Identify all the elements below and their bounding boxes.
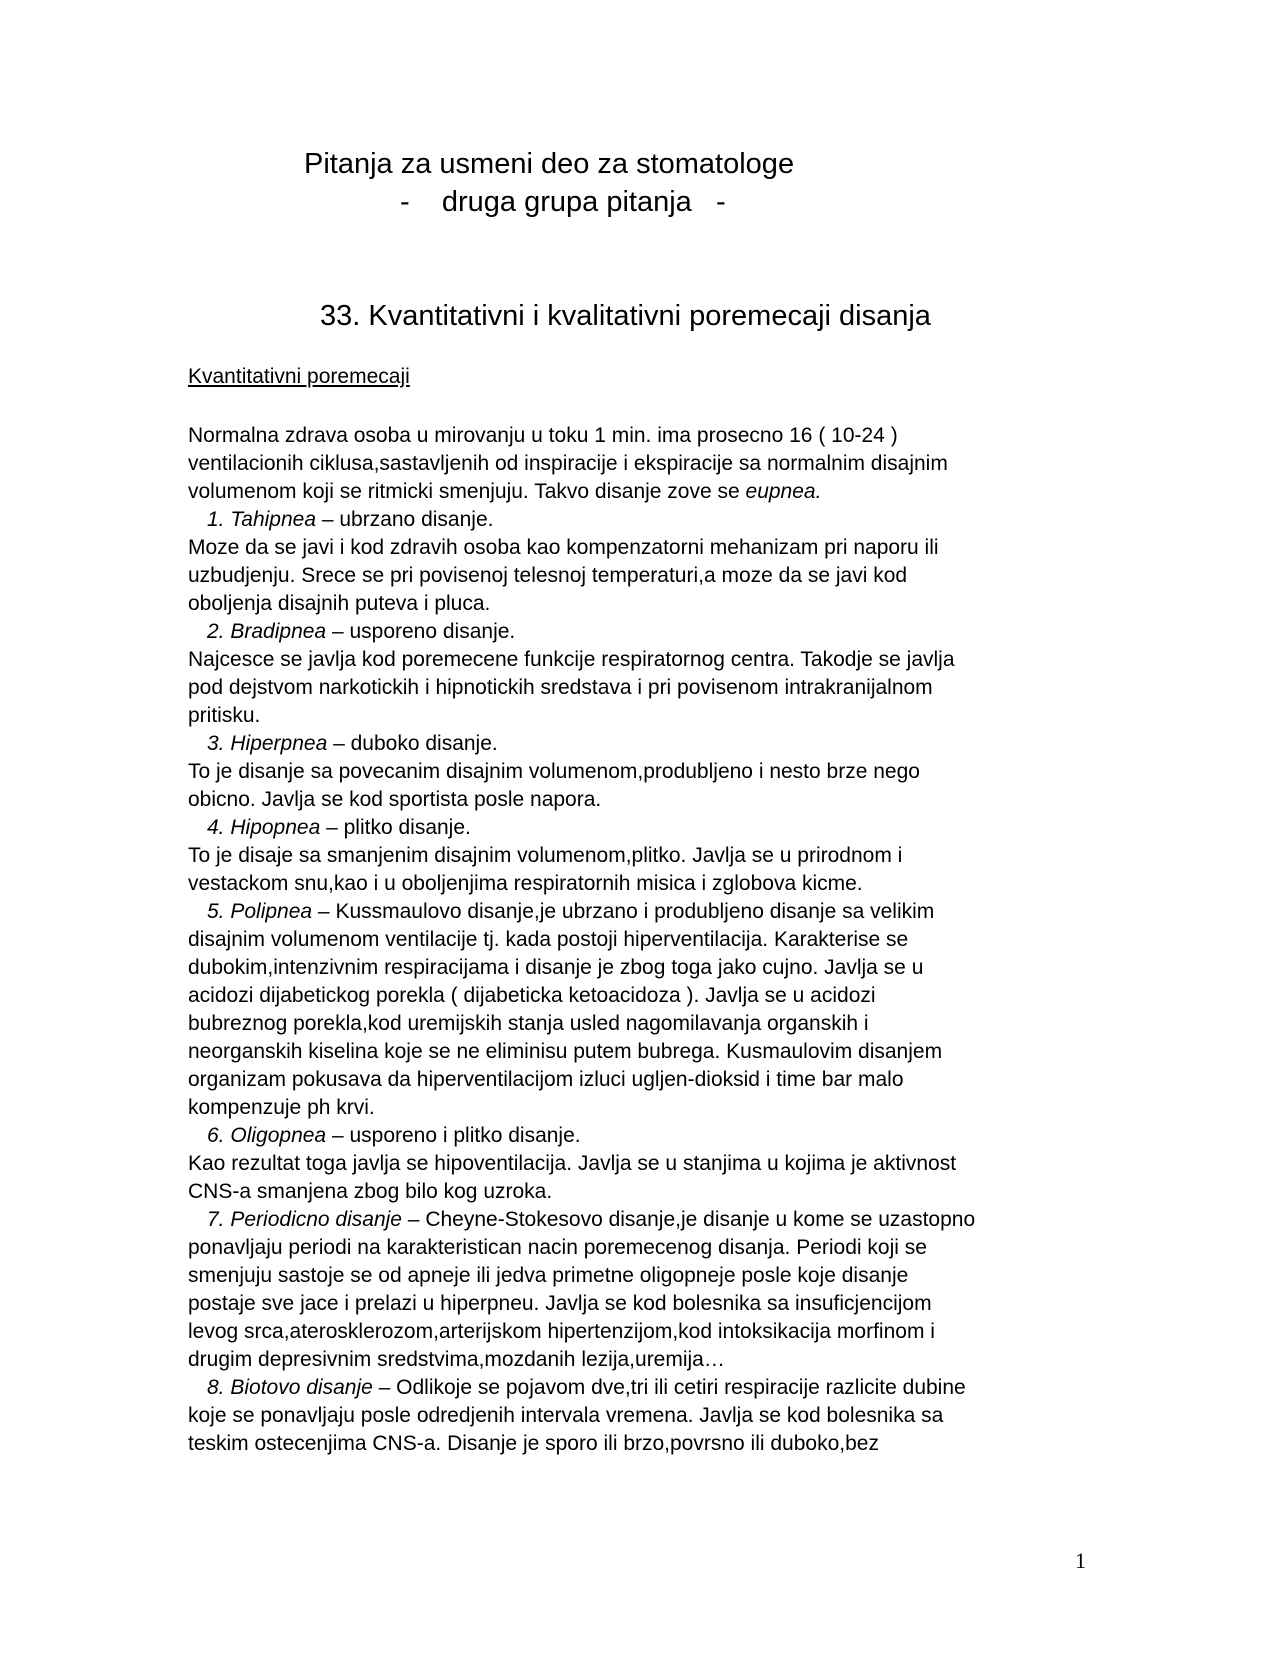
list-item-text-line: postaje sve jace i prelazi u hiperpneu. Javlja se kod bolesnika sa insuficjencijom xyxy=(188,1292,932,1315)
list-item-number: 4. xyxy=(207,816,225,839)
list-item-number: 2. xyxy=(207,620,225,643)
list-item-definition: – duboko disanje. xyxy=(327,732,498,755)
list-item-heading xyxy=(188,1122,1088,1150)
intro-line: ventilacionih ciklusa,sastavljenih od inspiracije i ekspiracije sa normalnim disajnim xyxy=(188,452,948,475)
list-item-text-line: To je disaje sa smanjenim disajnim volumenom,plitko. Javlja se u prirodnom i xyxy=(188,844,903,867)
list-item-term: Hiperpnea xyxy=(230,732,328,755)
page-title: Pitanja za usmeni deo za stomatologe xyxy=(304,148,795,180)
list-item-heading xyxy=(188,814,1088,842)
list-item-definition: – Kussmaulovo disanje,je ubrzano i produbljeno disanje sa velikim xyxy=(312,900,935,923)
list-item-term: Bradipnea xyxy=(230,620,327,643)
list-item-definition: – Cheyne-Stokesovo disanje,je disanje u kome se uzastopno xyxy=(401,1208,976,1231)
list-item-text-line: dubokim,intenzivnim respiracijama i disanje je zbog toga jako cujno. Javlja se u xyxy=(188,956,924,979)
section-title: 33. Kvantitativni i kvalitativni poremecaji disanja xyxy=(320,300,931,332)
page-number: 1 xyxy=(1075,1548,1086,1573)
list-item-text-line: Moze da se javi i kod zdravih osoba kao kompenzatorni mehanizam pri naporu ili xyxy=(188,536,939,559)
intro-text: volumenom koji se ritmicki smenjuju. Takvo disanje zove se xyxy=(188,480,746,503)
list-item-text-line: vestackom snu,kao i u oboljenjima respiratornih misica i zglobova kicme. xyxy=(188,872,863,895)
list-item-heading xyxy=(188,898,1088,926)
list-item-text-line: pritisku. xyxy=(188,704,261,727)
intro-line xyxy=(188,478,1088,506)
list-item-text-line: bubreznog porekla,kod uremijskih stanja usled nagomilavanja organskih i xyxy=(188,1012,869,1035)
list-item-term: Oligopnea xyxy=(230,1124,327,1147)
list-item-text-line: smenjuju sastoje se od apneje ili jedva primetne oligopneje posle koje disanje xyxy=(188,1264,909,1287)
list-item-text-line: teskim ostecenjima CNS-a. Disanje je sporo ili brzo,povrsno ili duboko,bez xyxy=(188,1432,879,1455)
list-item-text-line: Najcesce se javlja kod poremecene funkcije respiratornog centra. Takodje se javlja xyxy=(188,648,955,671)
intro-line: Normalna zdrava osoba u mirovanju u toku 1 min. ima prosecno 16 ( 10-24 ) xyxy=(188,424,898,447)
list-item-term: Polipnea xyxy=(230,900,313,923)
list-item-text-line: CNS-a smanjena zbog bilo kog uzroka. xyxy=(188,1180,553,1203)
breathing-disorders-list xyxy=(188,506,1088,1458)
list-item-text-line: neorganskih kiselina koje se ne eliminisu putem bubrega. Kusmaulovim disanjem xyxy=(188,1040,943,1063)
list-item-definition: – usporeno disanje. xyxy=(326,620,516,643)
list-item-number: 3. xyxy=(207,732,225,755)
list-item-definition: – Odlikoje se pojavom dve,tri ili cetiri respiracije razlicite dubine xyxy=(372,1376,966,1399)
list-item-heading xyxy=(188,730,1088,758)
list-item-number: 5. xyxy=(207,900,225,923)
list-item-text-line: drugim depresivnim sredstvima,mozdanih lezija,uremija… xyxy=(188,1348,725,1371)
page-subtitle: - druga grupa pitanja - xyxy=(400,186,726,218)
list-item-text-line: acidozi dijabetickog porekla ( dijabeticka ketoacidoza ). Javlja se u acidozi xyxy=(188,984,876,1007)
list-item-number: 6. xyxy=(207,1124,225,1147)
list-item-text-line: ponavljaju periodi na karakteristican nacin poremecenog disanja. Periodi koji se xyxy=(188,1236,927,1259)
list-item-number: 1. xyxy=(207,508,225,531)
section-subheading: Kvantitativni poremecaji xyxy=(188,365,410,388)
list-item-text-line: uzbudjenju. Srece se pri povisenoj telesnoj temperaturi,a moze da se javi kod xyxy=(188,564,908,587)
list-item-text-line: kompenzuje ph krvi. xyxy=(188,1096,375,1119)
list-item-heading xyxy=(188,1206,1088,1234)
list-item-number: 8. xyxy=(207,1376,225,1399)
list-item-text-line: To je disanje sa povecanim disajnim volumenom,produbljeno i nesto brze nego xyxy=(188,760,920,783)
list-item-text-line: koje se ponavljaju posle odredjenih intervala vremena. Javlja se kod bolesnika sa xyxy=(188,1404,944,1427)
intro-term: eupnea. xyxy=(745,480,822,503)
list-item-term: Tahipnea xyxy=(230,508,316,531)
list-item-text-line: levog srca,aterosklerozom,arterijskom hipertenzijom,kod intoksikacija morfinom i xyxy=(188,1320,935,1343)
body-text xyxy=(188,422,1088,1458)
list-item-definition: – usporeno i plitko disanje. xyxy=(326,1124,581,1147)
list-item-definition: – plitko disanje. xyxy=(320,816,471,839)
list-item-text-line: obicno. Javlja se kod sportista posle napora. xyxy=(188,788,602,811)
list-item-text-line: organizam pokusava da hiperventilacijom izluci ugljen-dioksid i time bar malo xyxy=(188,1068,904,1091)
list-item-term: Periodicno disanje xyxy=(230,1208,402,1231)
list-item-term: Biotovo disanje xyxy=(230,1376,373,1399)
list-item-term: Hipopnea xyxy=(230,816,321,839)
list-item-text-line: oboljenja disajnih puteva i pluca. xyxy=(188,592,491,615)
list-item-heading xyxy=(188,618,1088,646)
list-item-text-line: pod dejstvom narkotickih i hipnotickih sredstava i pri povisenom intrakranijalnom xyxy=(188,676,933,699)
list-item-definition: – ubrzano disanje. xyxy=(316,508,494,531)
list-item-number: 7. xyxy=(207,1208,225,1231)
list-item-heading xyxy=(188,506,1088,534)
list-item-text-line: Kao rezultat toga javlja se hipoventilacija. Javlja se u stanjima u kojima je aktivnost xyxy=(188,1152,957,1175)
list-item-text-line: disajnim volumenom ventilacije tj. kada postoji hiperventilacija. Karakterise se xyxy=(188,928,909,951)
list-item-heading xyxy=(188,1374,1088,1402)
